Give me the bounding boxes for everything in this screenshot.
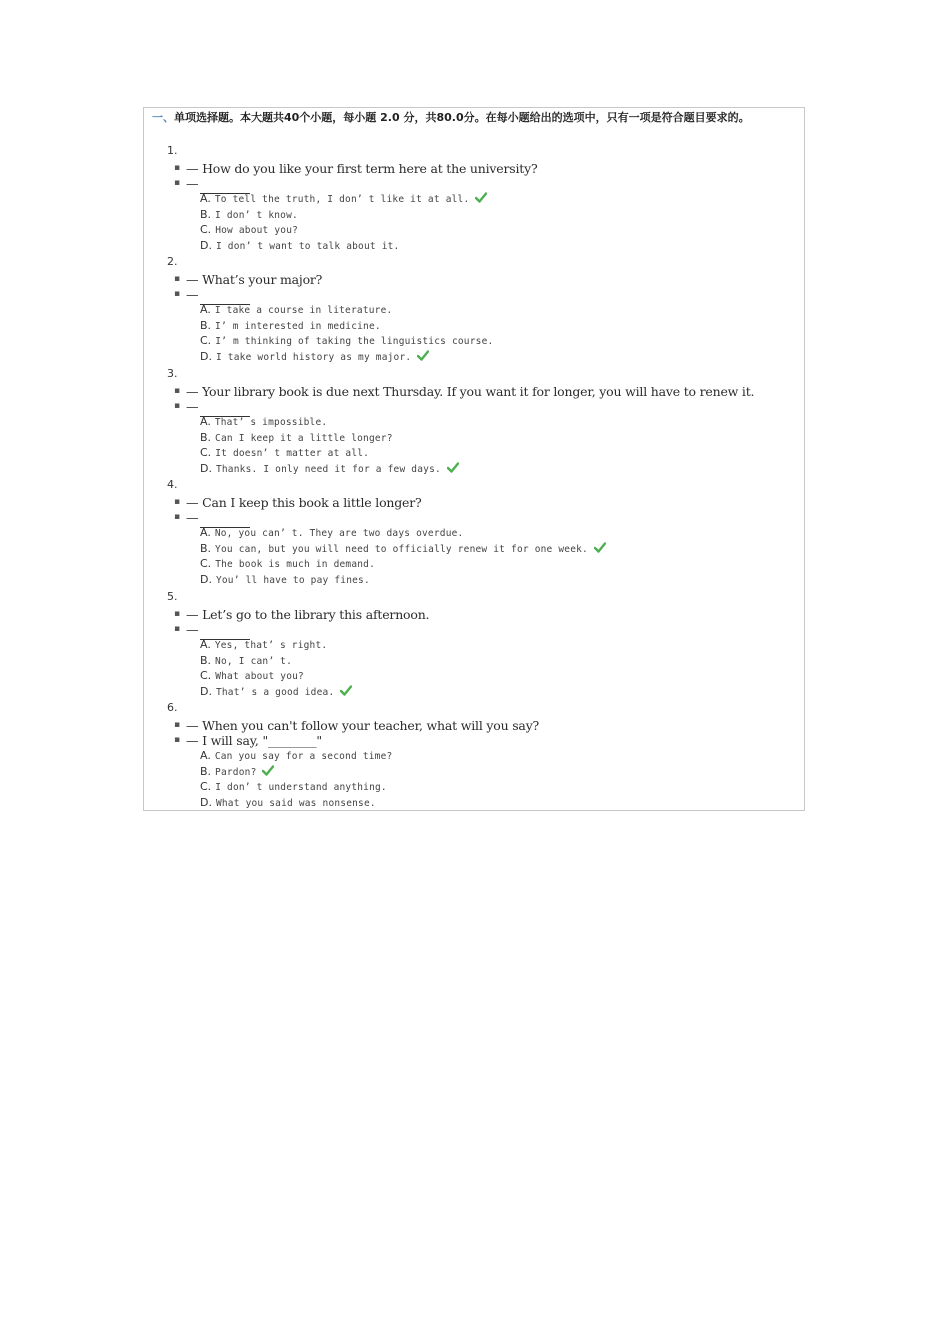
question-number: 1.: [167, 144, 178, 157]
option-text: Can I keep it a little longer?: [215, 432, 393, 444]
option-text: To tell the truth, I don’ t like it at all.: [214, 194, 470, 205]
option-text: No, you can’ t. They are two days overdue.: [214, 528, 464, 539]
option-text: I don’ t want to talk about it.: [215, 241, 400, 253]
bullet-icon: ▪: [174, 497, 181, 507]
question-prompt: — What’s your major?: [186, 272, 323, 287]
answer-option[interactable]: [200, 446, 369, 459]
option-letter: C.: [200, 223, 212, 237]
bullet-icon: ▪: [174, 735, 181, 745]
option-letter: A.: [200, 638, 211, 651]
option-text: I take world history as my major.: [215, 352, 412, 364]
answer-option[interactable]: [200, 557, 375, 570]
option-letter: C.: [200, 557, 212, 571]
response-text: —: [186, 287, 199, 302]
option-letter: B.: [200, 653, 212, 667]
option-letter: C.: [200, 669, 212, 683]
option-letter: A.: [200, 749, 211, 762]
question-number: 3.: [167, 367, 178, 380]
answer-option[interactable]: [200, 654, 292, 667]
bullet-icon: ▪: [174, 624, 181, 634]
option-text: What you said was nonsense.: [215, 798, 376, 810]
answer-option[interactable]: [200, 796, 376, 809]
response-text: —: [186, 176, 199, 191]
check-mark-icon: [447, 462, 459, 476]
option-letter: B.: [200, 207, 212, 221]
answer-option[interactable]: [200, 573, 370, 586]
answer-option[interactable]: [200, 350, 429, 364]
option-letter: A.: [200, 526, 211, 539]
option-text: I’ m thinking of taking the linguistics course.: [215, 336, 494, 348]
option-letter: D.: [200, 239, 212, 253]
option-text: Thanks. I only need it for a few days.: [215, 464, 441, 476]
bullet-icon: ▪: [174, 609, 181, 619]
answer-option[interactable]: [200, 462, 459, 476]
bullet-icon: ▪: [174, 720, 181, 730]
option-text: What about you?: [215, 671, 304, 683]
exam-sheet: [143, 107, 805, 811]
option-letter: B.: [200, 430, 212, 444]
bullet-icon: ▪: [174, 178, 181, 188]
option-text: No, I can’ t.: [215, 655, 293, 667]
option-text: How about you?: [215, 225, 299, 237]
response-text: —: [186, 399, 199, 414]
option-letter: C.: [200, 780, 212, 794]
option-letter: D.: [200, 573, 212, 587]
response-line: [186, 733, 322, 748]
answer-option[interactable]: [200, 192, 487, 206]
question-number: 4.: [167, 478, 178, 491]
check-mark-icon: [594, 542, 606, 556]
check-mark-icon: [417, 350, 429, 364]
answer-option[interactable]: [200, 526, 463, 539]
option-letter: D.: [200, 350, 212, 364]
response-text: —: [186, 622, 199, 637]
question-prompt: — When you can't follow your teacher, what will you say?: [186, 718, 540, 733]
answer-option[interactable]: [200, 780, 387, 793]
answer-option[interactable]: [200, 303, 392, 316]
bullet-icon: ▪: [174, 289, 181, 299]
section-header-number: 一、: [152, 111, 174, 124]
option-text: Can you say for a second time?: [214, 751, 393, 762]
answer-option[interactable]: [200, 542, 606, 556]
question-number: 2.: [167, 255, 178, 268]
option-text: That’ s impossible.: [214, 417, 328, 428]
option-text: I don’ t know.: [215, 209, 298, 221]
question-prompt: — Your library book is due next Thursday. If you want it for longer, you will have to renew it.: [186, 384, 755, 399]
bullet-icon: ▪: [174, 401, 181, 411]
answer-option[interactable]: [200, 638, 327, 651]
answer-option[interactable]: [200, 749, 392, 762]
bullet-icon: ▪: [174, 163, 181, 173]
option-text: I’ m interested in medicine.: [215, 320, 381, 332]
option-text: You’ ll have to pay fines.: [215, 575, 370, 587]
question-number: 6.: [167, 701, 178, 714]
answer-option[interactable]: [200, 334, 493, 347]
option-letter: B.: [200, 318, 212, 332]
answer-option[interactable]: [200, 319, 381, 332]
answer-option[interactable]: [200, 415, 327, 428]
option-text: That’ s a good idea.: [215, 687, 335, 699]
option-letter: A.: [200, 303, 211, 316]
question-prompt: — How do you like your first term here at the university?: [186, 161, 538, 176]
question-prompt: — Can I keep this book a little longer?: [186, 495, 422, 510]
answer-option[interactable]: [200, 669, 304, 682]
option-text: I don’ t understand anything.: [215, 782, 387, 794]
question-number: 5.: [167, 590, 178, 603]
question-prompt: — Let’s go to the library this afternoon.: [186, 607, 430, 622]
check-mark-icon: [262, 765, 274, 779]
option-text: You can, but you will need to officially renew it for one week.: [215, 543, 588, 555]
option-letter: A.: [200, 192, 211, 205]
option-letter: D.: [200, 796, 212, 810]
option-text: It doesn’ t matter at all.: [215, 448, 370, 460]
answer-option[interactable]: [200, 239, 399, 252]
option-letter: D.: [200, 685, 212, 699]
answer-option[interactable]: [200, 685, 352, 699]
check-mark-icon: [475, 192, 487, 206]
answer-option[interactable]: [200, 208, 298, 221]
option-text: I take a course in literature.: [214, 305, 393, 316]
answer-option[interactable]: [200, 223, 298, 236]
bullet-icon: ▪: [174, 386, 181, 396]
option-text: Pardon?: [215, 766, 257, 778]
section-header-text: 单项选择题。本大题共40个小题，每小题 2.0 分，共80.0分。在每小题给出的选项中，只有一项是符合题目要求的。: [174, 111, 750, 124]
bullet-icon: ▪: [174, 512, 181, 522]
option-letter: B.: [200, 764, 212, 778]
option-text: Yes, that’ s right.: [214, 640, 328, 651]
option-letter: A.: [200, 415, 211, 428]
section-header: [152, 111, 797, 125]
option-letter: C.: [200, 446, 212, 460]
answer-option[interactable]: [200, 431, 393, 444]
option-letter: D.: [200, 462, 212, 476]
answer-option[interactable]: [200, 765, 274, 779]
check-mark-icon: [340, 685, 352, 699]
option-letter: B.: [200, 541, 212, 555]
response-text: —: [186, 510, 199, 525]
bullet-icon: ▪: [174, 274, 181, 284]
option-letter: C.: [200, 334, 212, 348]
option-text: The book is much in demand.: [215, 559, 376, 571]
response-text: — I will say, "________": [186, 733, 322, 748]
